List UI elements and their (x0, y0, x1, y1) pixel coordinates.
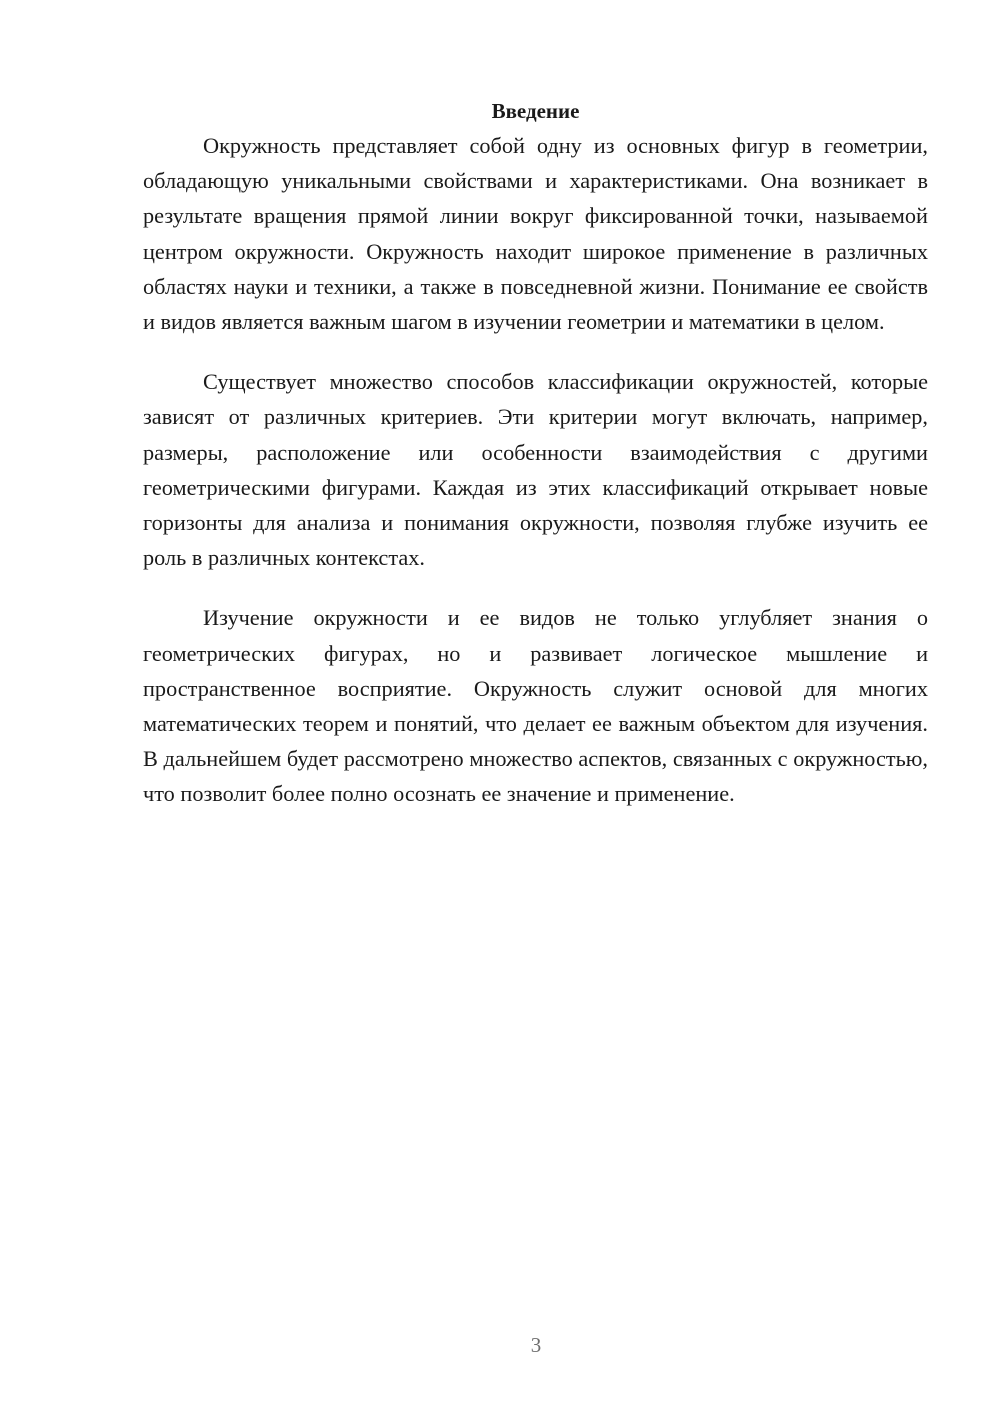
paragraph-3: Изучение окружности и ее видов не только углубляет знания о геометрических фигурах, но и развивает логическое мышление и пространственное восприятие. Окружность служит основой для многих математических теорем и понятий, что делает ее важным объектом для изучения. В дальнейшем будет рассмотрено множество аспектов, связанных с окружностью, что позволит более полно осознать ее значение и применение. (143, 605, 928, 807)
paragraph-2: Существует множество способов классификации окружностей, которые зависят от различных критериев. Эти критерии могут включать, например, размеры, расположение или особенности взаимодействия с другими геометрическими фигурами. Каждая из этих классификаций открывает новые горизонты для анализа и понимания окружности, позволяя глубже изучить ее роль в различных контекстах. (143, 369, 928, 571)
page-number: 3 (530, 1333, 542, 1357)
section-heading: Введение (491, 99, 580, 123)
page-content (143, 95, 928, 837)
paragraph-1: Окружность представляет собой одну из основных фигур в геометрии, обладающую уникальными свойствами и характеристиками. Она возникает в результате вращения прямой линии вокруг фиксированной точки, называемой центром окружности. Окружность находит широкое применение в различных областях науки и техники, а также в повседневной жизни. Понимание ее свойств и видов является важным шагом в изучении геометрии и математики в целом. (143, 133, 928, 335)
